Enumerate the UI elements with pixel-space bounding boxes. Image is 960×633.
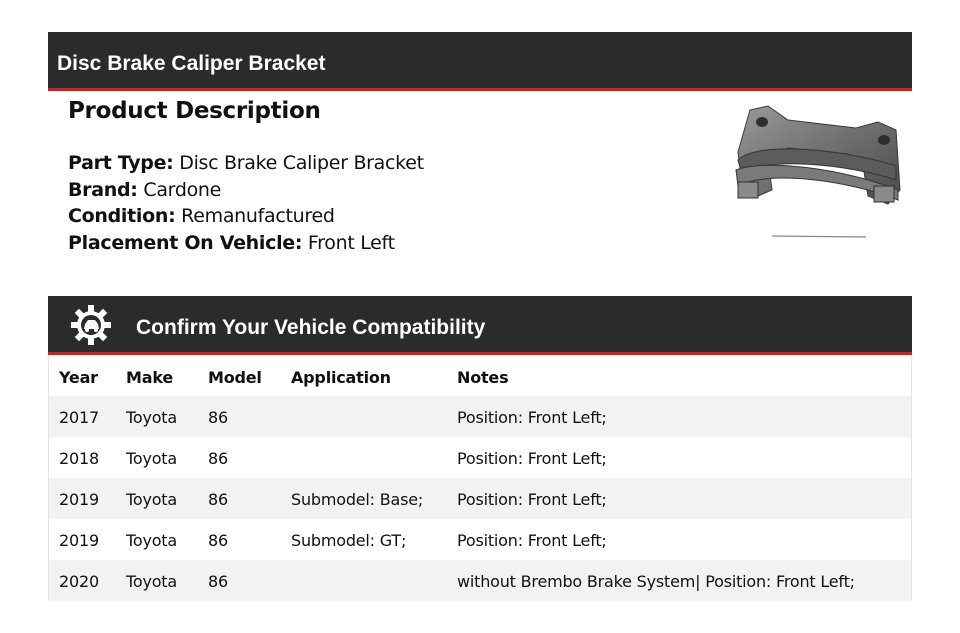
spec-value: Disc Brake Caliper Bracket <box>179 152 424 174</box>
cell-notes: Position: Front Left; <box>457 531 607 550</box>
cell-make: Toyota <box>126 490 177 509</box>
table-row <box>49 396 911 437</box>
compatibility-table <box>48 355 912 601</box>
caliper-bracket-image <box>728 100 906 242</box>
page-title: Disc Brake Caliper Bracket <box>57 52 326 75</box>
spec-condition <box>68 203 668 230</box>
cell-year: 2018 <box>59 449 99 468</box>
cell-make: Toyota <box>126 449 177 468</box>
cell-make: Toyota <box>126 531 177 550</box>
column-header-make: Make <box>126 368 173 387</box>
cell-year: 2019 <box>59 531 99 550</box>
spec-placement <box>68 230 668 257</box>
table-row <box>49 560 911 601</box>
spec-label: Brand: <box>68 178 138 201</box>
cell-year: 2019 <box>59 490 99 509</box>
cell-model: 86 <box>208 490 228 509</box>
spec-value: Remanufactured <box>181 205 335 227</box>
cell-make: Toyota <box>126 408 177 427</box>
cell-notes: Position: Front Left; <box>457 490 607 509</box>
table-row <box>49 437 911 478</box>
spec-label: Condition: <box>68 205 176 227</box>
spec-value: Front Left <box>307 231 395 254</box>
cell-application: Submodel: GT; <box>291 531 407 550</box>
cell-notes: Position: Front Left; <box>457 408 607 427</box>
cell-model: 86 <box>208 408 228 427</box>
cell-application: Submodel: Base; <box>291 490 424 509</box>
spec-label: Part Type: <box>68 152 174 174</box>
spec-part-type <box>68 150 668 177</box>
spec-label: Placement On Vehicle: <box>68 231 303 254</box>
compatibility-title: Confirm Your Vehicle Compatibility <box>136 316 486 339</box>
cell-model: 86 <box>208 531 228 550</box>
cell-year: 2020 <box>59 572 99 591</box>
product-description <box>68 98 668 256</box>
title-bar <box>48 32 912 91</box>
cell-model: 86 <box>208 572 228 591</box>
column-header-model: Model <box>208 368 262 387</box>
cell-model: 86 <box>208 449 228 468</box>
cell-make: Toyota <box>126 572 177 591</box>
cell-notes: without Brembo Brake System| Position: Front Left; <box>457 572 855 591</box>
spec-brand <box>68 177 668 204</box>
table-header <box>49 355 911 396</box>
table-row <box>49 519 911 560</box>
column-header-year: Year <box>59 368 98 387</box>
column-header-notes: Notes <box>457 368 509 387</box>
spec-value: Cardone <box>143 178 222 201</box>
column-header-application: Application <box>291 368 391 387</box>
gear-car-icon <box>70 304 112 346</box>
cell-year: 2017 <box>59 408 99 427</box>
cell-notes: Position: Front Left; <box>457 449 607 468</box>
table-row <box>49 478 911 519</box>
description-heading: Product Description <box>68 98 321 124</box>
compatibility-bar <box>48 296 912 355</box>
